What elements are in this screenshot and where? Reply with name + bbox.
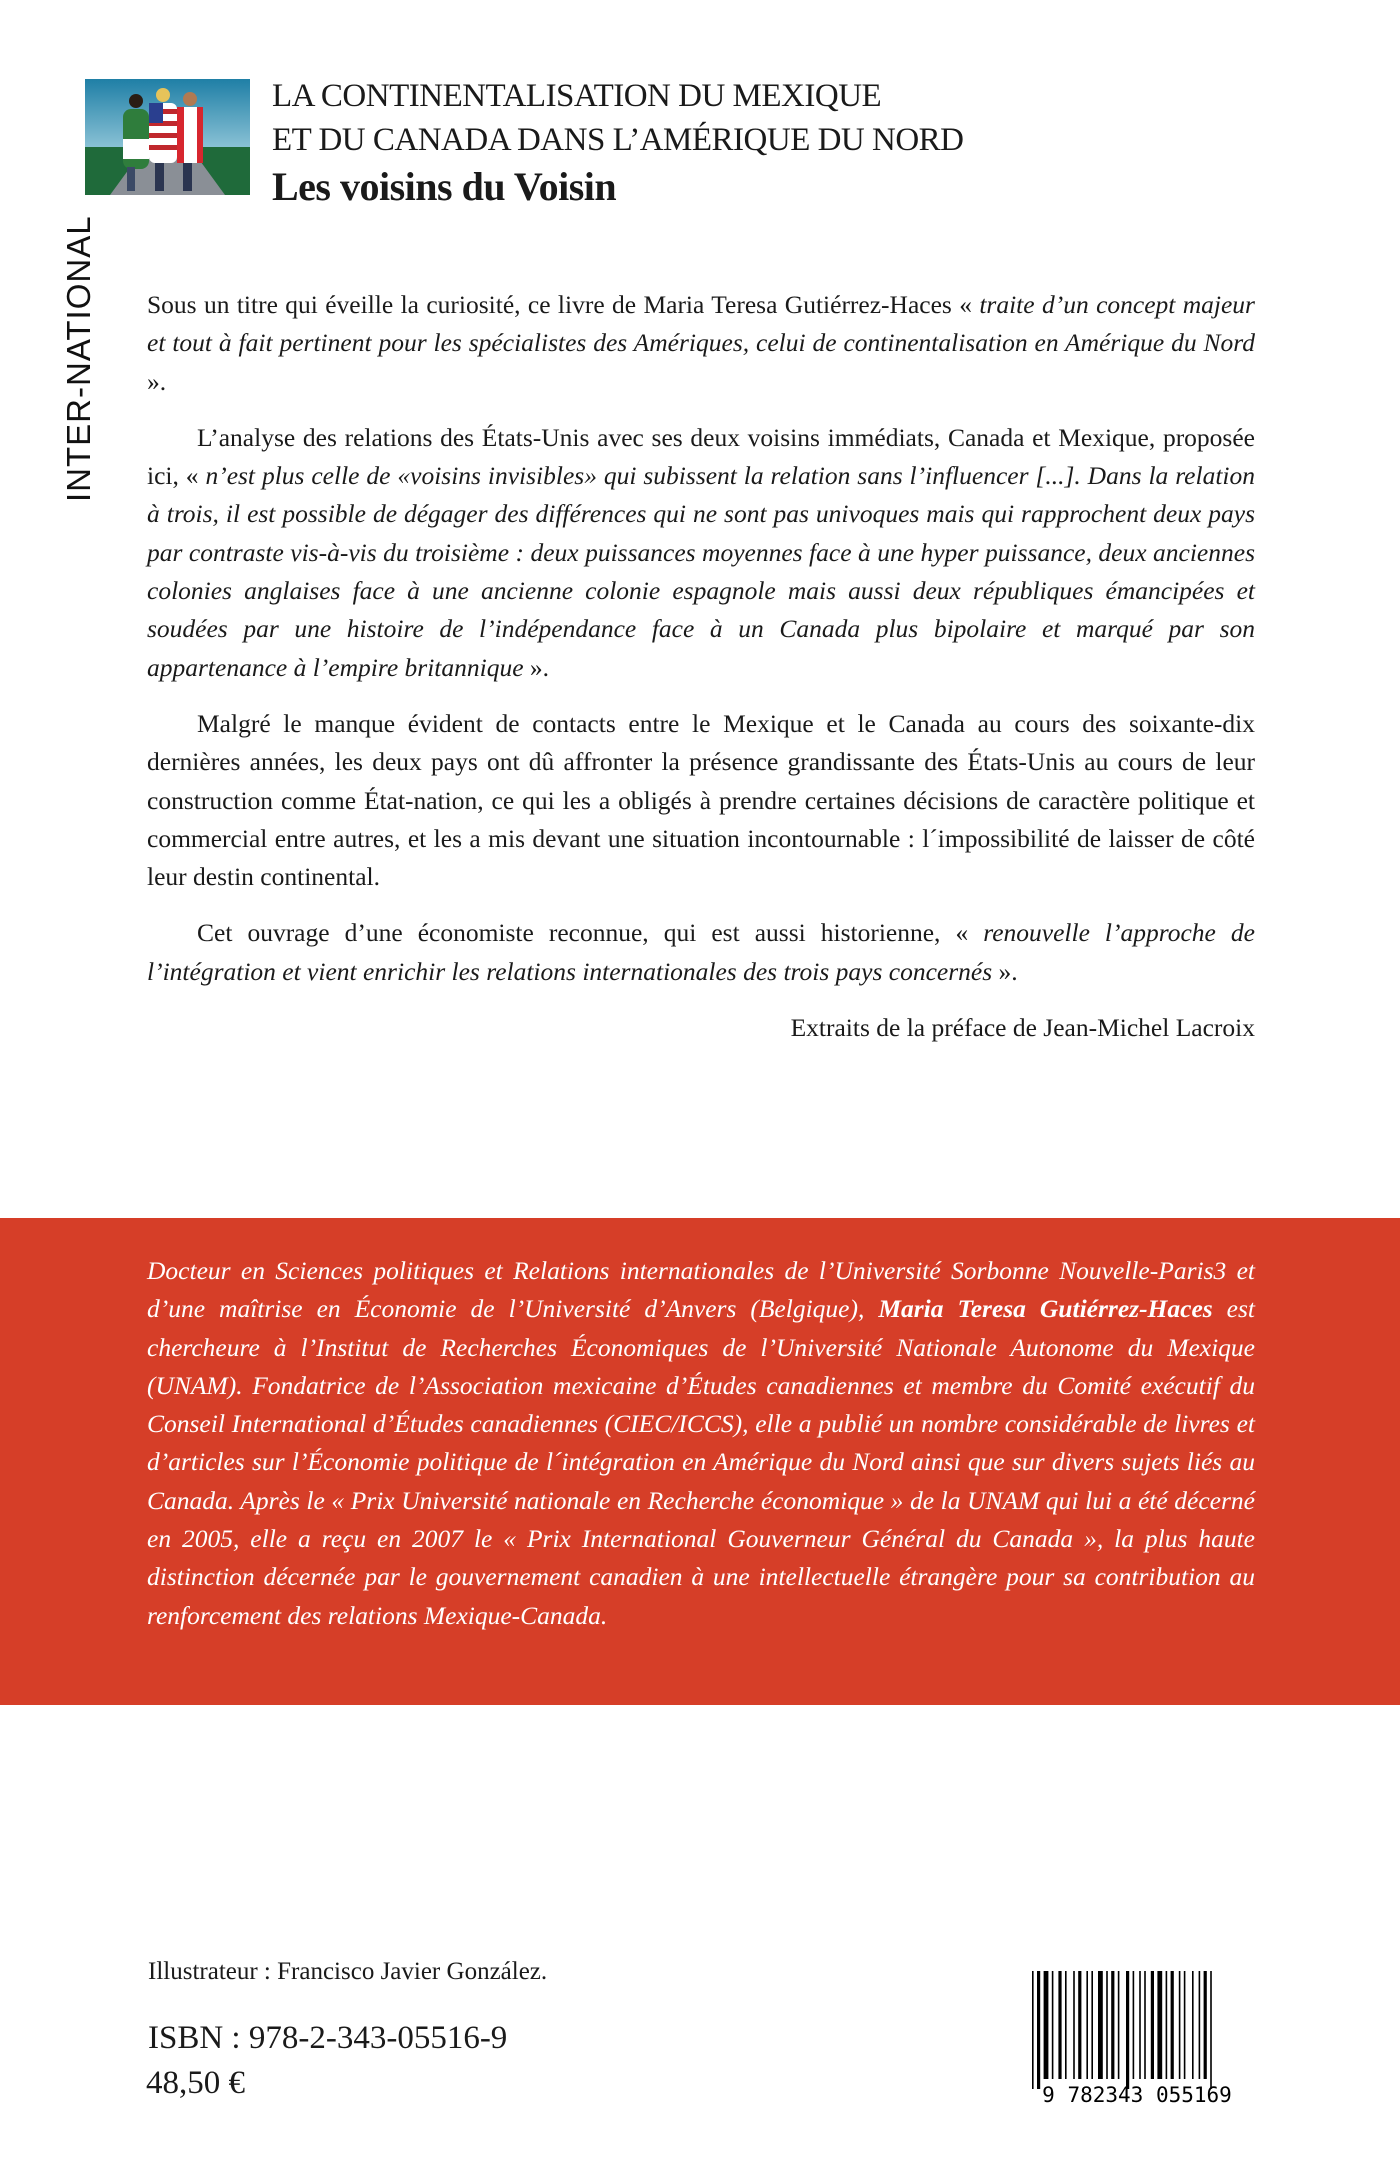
author-name: Maria Teresa Gutiérrez-Haces — [878, 1294, 1213, 1324]
paragraph-text: ». — [992, 956, 1018, 986]
paragraph-text: Sous un titre qui éveille la curiosité, ce livre de Maria Teresa Gutiérrez-Haces « — [147, 290, 980, 319]
barcode-bar — [1106, 1971, 1108, 2079]
barcode-bar — [1032, 1971, 1034, 2089]
barcode-bar — [1091, 1971, 1093, 2079]
series-label: INTER-NATIONAL — [60, 215, 97, 502]
barcode-bar — [1073, 1971, 1075, 2079]
barcode-bar — [1111, 1971, 1114, 2079]
paragraph-text: ». — [147, 366, 167, 396]
paragraph-text: ». — [523, 652, 550, 682]
title-line-2: ET DU CANADA DANS L’AMÉRIQUE DU NORD — [272, 122, 964, 158]
quote-text: n’est plus celle de «voisins invisibles» qui subissent la relation sans l’influencer [...]. Dans la relation à trois, il est possible de dégager des différences qui ne sont pas univoques mais qui rapprochent deux pays par contraste vis-à-vis du troisième : deux puissances moyennes face à une hyper puissance, deux anciennes colonies anglaises face à une ancienne colonie espagnole mais aussi deux républiques émancipées et soudées par une histoire de l’indépendance face à un Canada plus bipolaire et marqué par son appartenance à l’empire britannique — [147, 461, 1255, 682]
barcode-bar — [1058, 1971, 1061, 2079]
paragraph-text: Cet ouvrage d’une économiste reconnue, qui est aussi historienne, « — [197, 918, 984, 948]
barcode-bar — [1157, 1971, 1162, 2079]
barcode-bar — [1204, 1971, 1207, 2079]
bio-text: est chercheure à l’Institut de Recherches Économiques de l’Université Nationale Autonome du Mexique (UNAM). Fondatrice de l’Association mexicaine d’Études canadiennes et membre du Comité exécutif du Conseil International d’Études canadiennes (CIEC/ICCS), elle a publié un nombre considérable de livres et d’articles sur l’Économie politique de l´intégration en Amérique du Nord ainsi que sur divers sujets liés au Canada. Après le « Prix Université nationale en Recherche économique » de la UNAM qui lui a été décerné en 2005, elle a reçu en 2007 le « Prix International Gouverneur Général du Canada », la plus haute distinction décernée par le gouvernement canadien à une intellectuelle étrangère pour sa contribution au renforcement des relations Mexique-Canada. — [147, 1294, 1255, 1630]
isbn: ISBN : 978-2-343-05516-9 — [148, 2020, 508, 2056]
barcode-digits: 9 782343 055169 — [1042, 2083, 1232, 2106]
blurb — [147, 286, 1255, 1065]
blurb-paragraph — [147, 419, 1255, 687]
price: 48,50 € — [146, 2065, 245, 2101]
quote-text: traite d’un concept majeur et tout à fait pertinent pour les spécialistes des Amériques, celui de continentalisation en Amérique du Nord — [147, 290, 1255, 358]
barcode-bar — [1144, 1971, 1146, 2079]
barcode-bar — [1151, 1971, 1154, 2079]
barcode-bar — [1184, 1971, 1186, 2079]
barcode-bar — [1065, 1971, 1067, 2079]
barcode-bar — [1166, 1971, 1168, 2079]
bio-text: Docteur en Sciences politiques et Relations internationales de l’Université Sorbonne Nouvelle-Paris3 et d’une maîtrise en Économie de l’Université d’Anvers (Belgique), — [147, 1256, 1255, 1324]
quote-text: renouvelle l’approche de l’intégration et vient enrichir les relations internationales des trois pays concernés — [147, 918, 1255, 986]
barcode-bar — [1118, 1971, 1120, 2079]
barcode-bars — [1032, 1971, 1212, 2089]
cover-illustration — [85, 79, 250, 195]
barcode-bar — [1078, 1971, 1081, 2079]
paragraph-text: Malgré le manque évident de contacts entre le Mexique et le Canada au cours des soixante-dix dernières années, les deux pays ont dû affronter la présence grandissante des États-Unis au cours de leur construction comme État-nation, ce qui les a obligés à prendre certaines décisions de caractère politique et commercial entre autres, et les a mis devant une situation incontournable : l´impossibilité de laisser de côté leur destin continental. — [147, 708, 1255, 892]
book-title — [272, 74, 964, 212]
blurb-paragraph — [147, 286, 1255, 401]
barcode-bar — [1044, 1971, 1049, 2079]
book-subtitle: Les voisins du Voisin — [272, 164, 617, 209]
title-line-1: LA CONTINENTALISATION DU MEXIQUE — [272, 78, 882, 114]
author-bio — [147, 1252, 1255, 1635]
barcode — [1018, 1971, 1256, 2106]
barcode-bar — [1210, 1971, 1212, 2089]
paragraph-text: L’analyse des relations des États-Unis avec ses deux voisins immédiats, Canada et Mexique, proposée ici, « — [147, 422, 1255, 491]
barcode-bar — [1199, 1971, 1201, 2079]
preface-attribution: Extraits de la préface de Jean-Michel Lacroix — [790, 1013, 1255, 1043]
blurb-paragraph — [147, 705, 1255, 896]
barcode-bar — [1126, 1971, 1129, 2089]
blurb-paragraph — [147, 914, 1255, 991]
barcode-bar — [1179, 1971, 1181, 2079]
barcode-bar — [1133, 1971, 1135, 2079]
illustrator-credit: Illustrateur : Francisco Javier González. — [148, 1958, 548, 1985]
barcode-bar — [1086, 1971, 1088, 2079]
barcode-bar — [1098, 1971, 1103, 2079]
barcode-bar — [1171, 1971, 1174, 2079]
barcode-bar — [1192, 1971, 1194, 2079]
barcode-bar — [1037, 1971, 1040, 2089]
barcode-bar — [1139, 1971, 1141, 2079]
barcode-bar — [1052, 1971, 1054, 2079]
